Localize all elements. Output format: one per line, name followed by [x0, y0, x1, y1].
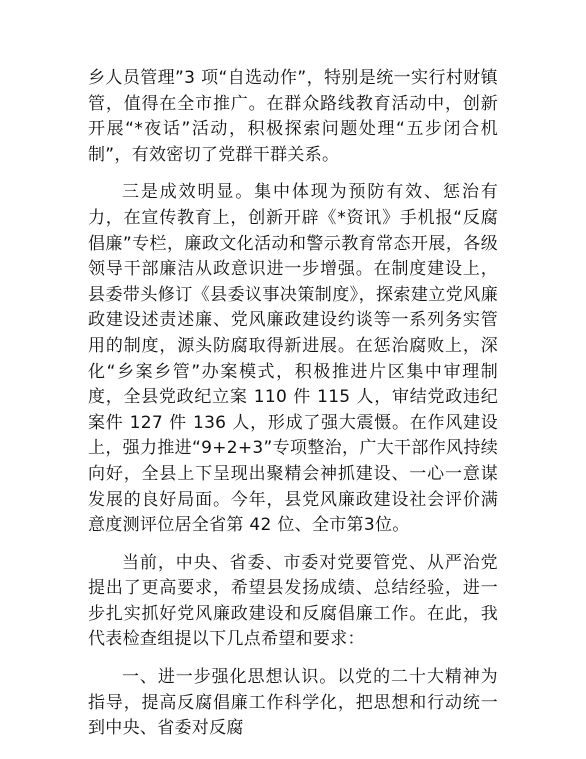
paragraph-point-one: 一、进一步强化思想认识。以党的二十大精神为指导，提高反腐倡廉工作科学化，把思想和行动统一到中央、省委对反腐 — [88, 667, 498, 739]
document-body — [88, 66, 498, 742]
paragraph-continuation: 乡人员管理”3 项“自选动作”，特别是统一实行村财镇管，值得在全市推广。在群众路线教育活动中，创新开展“*夜话”活动，积极探索问题处理“五步闭合机制”，有效密切了党群干群关系。 — [88, 68, 498, 165]
paragraph-requirements: 当前，中央、省委、市委对党要管党、从严治党提出了更高要求，希望县发扬成绩、总结经验，进一步扎实抓好党风廉政建设和反腐倡廉工作。在此，我代表检查组提以下几点希望和要求： — [88, 552, 498, 650]
paragraph-results: 三是成效明显。集中体现为预防有效、惩治有力，在宣传教育上，创新开辟《*资讯》手机报“反腐倡廉”专栏，廉政文化活动和警示教育常态开展，各级领导干部廉洁从政意识进一步增强。在制度建设上，县委带头修订《县委议事决策制度》，探索建立党风廉政建设述责述廉、党风廉政建设约谈等一系列务实管用的制度，源头防腐取得新进展。在惩治腐败上，深化“乡案乡管”办案模式，积极推进片区集中审理制度，全县党政纪立案 110 件 115 人，审结党政违纪案件 127 件 136 人，形成了强大震慑。在作风建设上，强力推进“9+2+3”专项整治，广大干部作风持续向好，全县上下呈现出聚精会神抓建设、一心一意谋发展的良好局面。今年，县党风廉政建设社会评价满意度测评位居全省第 42 位、全市第3位。 — [88, 182, 498, 536]
